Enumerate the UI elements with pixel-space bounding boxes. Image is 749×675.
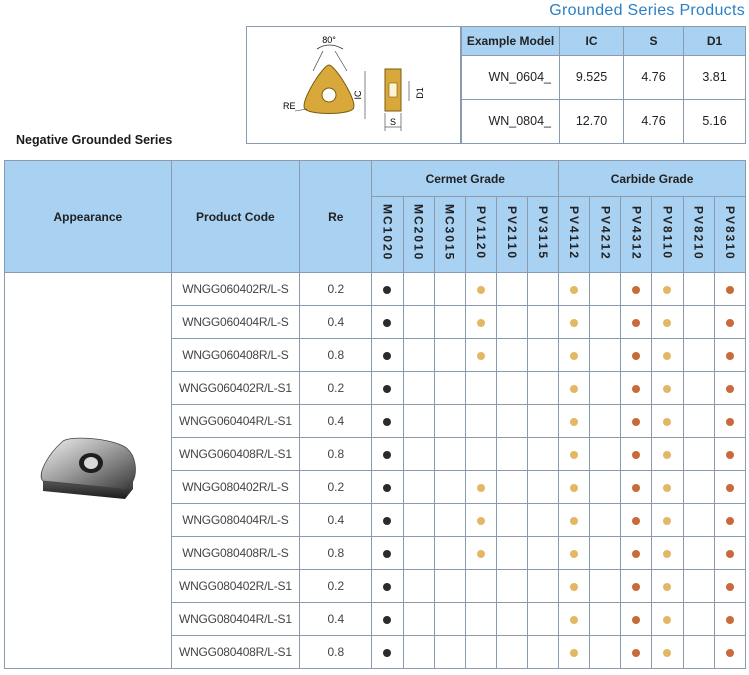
grade-cell — [714, 504, 745, 537]
copper-dot-icon — [632, 550, 640, 558]
copper-dot-icon — [632, 286, 640, 294]
grade-cell — [527, 471, 558, 504]
gold-dot-icon — [570, 583, 578, 591]
grade-cell — [527, 405, 558, 438]
copper-dot-icon — [632, 616, 640, 624]
gold-dot-icon — [663, 517, 671, 525]
grade-cell — [590, 273, 621, 306]
gold-dot-icon — [570, 418, 578, 426]
grade-cell — [683, 372, 714, 405]
appearance-image-cell — [5, 273, 172, 669]
grade-cell — [590, 504, 621, 537]
spec-s: 4.76 — [624, 55, 684, 99]
grade-cell — [434, 372, 465, 405]
grade-cell — [372, 273, 403, 306]
carbide-grade-header: Carbide Grade — [559, 161, 746, 197]
re-cell: 0.4 — [300, 504, 372, 537]
grade-cell — [434, 537, 465, 570]
d1-label: D1 — [415, 87, 425, 99]
grade-cell — [652, 570, 683, 603]
copper-dot-icon — [632, 484, 640, 492]
black-dot-icon — [383, 517, 391, 525]
grade-label: MC1020 — [380, 204, 395, 262]
grade-cell — [683, 405, 714, 438]
re-cell: 0.4 — [300, 405, 372, 438]
grade-label: PV8210 — [691, 205, 706, 261]
grade-label: MC2010 — [411, 204, 426, 262]
copper-dot-icon — [632, 418, 640, 426]
grade-cell — [714, 636, 745, 669]
grade-cell — [652, 603, 683, 636]
grade-cell — [621, 504, 652, 537]
cermet-grade-header: Cermet Grade — [372, 161, 559, 197]
grade-cell — [714, 306, 745, 339]
grade-label: PV8110 — [660, 205, 675, 261]
grade-cell — [527, 603, 558, 636]
grade-cell — [683, 636, 714, 669]
grade-label: PV4312 — [629, 205, 644, 261]
appearance-header: Appearance — [5, 161, 172, 273]
product-code-header: Product Code — [171, 161, 300, 273]
grade-cell — [621, 636, 652, 669]
grade-cell — [403, 405, 434, 438]
grade-cell — [621, 306, 652, 339]
gold-dot-icon — [477, 352, 485, 360]
grade-cell — [714, 570, 745, 603]
spec-s: 4.76 — [624, 99, 684, 143]
grade-cell — [465, 471, 496, 504]
grade-header-mc2010 — [403, 197, 434, 273]
spec-header-ic: IC — [560, 27, 624, 55]
grade-cell — [652, 372, 683, 405]
grade-cell — [403, 537, 434, 570]
grade-cell — [372, 537, 403, 570]
spec-row — [462, 99, 746, 143]
grade-cell — [496, 273, 527, 306]
grade-cell — [714, 273, 745, 306]
gold-dot-icon — [477, 319, 485, 327]
grade-cell — [403, 438, 434, 471]
gold-dot-icon — [570, 649, 578, 657]
copper-dot-icon — [726, 385, 734, 393]
grade-cell — [714, 372, 745, 405]
grade-cell — [465, 339, 496, 372]
copper-dot-icon — [726, 517, 734, 525]
grade-cell — [527, 273, 558, 306]
copper-dot-icon — [726, 649, 734, 657]
grade-cell — [434, 339, 465, 372]
copper-dot-icon — [726, 616, 734, 624]
page-title: Grounded Series Products — [549, 2, 745, 19]
grade-cell — [714, 471, 745, 504]
grade-label: PV4112 — [567, 205, 582, 261]
gold-dot-icon — [663, 286, 671, 294]
copper-dot-icon — [726, 286, 734, 294]
grade-label: MC3015 — [442, 204, 457, 262]
product-code-cell: WNGG080404R/L-S — [171, 504, 300, 537]
grade-cell — [714, 537, 745, 570]
grade-cell — [714, 438, 745, 471]
grade-cell — [527, 570, 558, 603]
grade-cell — [652, 339, 683, 372]
grade-cell — [683, 537, 714, 570]
black-dot-icon — [383, 583, 391, 591]
grade-cell — [403, 306, 434, 339]
spec-model: WN_0804_ — [462, 99, 560, 143]
copper-dot-icon — [632, 451, 640, 459]
grade-cell — [559, 306, 590, 339]
grade-cell — [434, 603, 465, 636]
grade-cell — [372, 405, 403, 438]
ic-label: IC — [353, 90, 363, 100]
grade-cell — [496, 603, 527, 636]
spec-d1: 5.16 — [684, 99, 746, 143]
re-header: Re — [300, 161, 372, 273]
gold-dot-icon — [663, 451, 671, 459]
grade-cell — [652, 504, 683, 537]
grade-label: PV1120 — [473, 205, 488, 261]
grade-cell — [496, 471, 527, 504]
grade-cell — [683, 603, 714, 636]
grade-cell — [683, 570, 714, 603]
grade-cell — [590, 405, 621, 438]
copper-dot-icon — [726, 451, 734, 459]
grade-cell — [683, 504, 714, 537]
grade-label: PV8310 — [722, 205, 737, 261]
grade-cell — [527, 537, 558, 570]
grade-cell — [590, 537, 621, 570]
re-cell: 0.2 — [300, 372, 372, 405]
gold-dot-icon — [663, 319, 671, 327]
copper-dot-icon — [726, 583, 734, 591]
s-label: S — [389, 117, 397, 127]
copper-dot-icon — [632, 517, 640, 525]
grade-cell — [403, 339, 434, 372]
grade-header-pv2110 — [496, 197, 527, 273]
grade-cell — [434, 438, 465, 471]
grade-cell — [559, 372, 590, 405]
grade-cell — [714, 339, 745, 372]
black-dot-icon — [383, 418, 391, 426]
product-code-cell: WNGG080404R/L-S1 — [171, 603, 300, 636]
grade-cell — [403, 372, 434, 405]
grade-cell — [372, 471, 403, 504]
grade-cell — [372, 306, 403, 339]
re-cell: 0.4 — [300, 306, 372, 339]
spec-header-s: S — [624, 27, 684, 55]
re-cell: 0.2 — [300, 471, 372, 504]
product-code-cell: WNGG060404R/L-S1 — [171, 405, 300, 438]
product-code-cell: WNGG060402R/L-S1 — [171, 372, 300, 405]
copper-dot-icon — [632, 352, 640, 360]
grade-cell — [496, 372, 527, 405]
spec-model: WN_0604_ — [462, 55, 560, 99]
re-cell: 0.8 — [300, 339, 372, 372]
grade-cell — [590, 570, 621, 603]
black-dot-icon — [383, 385, 391, 393]
grade-cell — [465, 438, 496, 471]
grade-cell — [372, 372, 403, 405]
grade-header-pv1120 — [465, 197, 496, 273]
copper-dot-icon — [726, 352, 734, 360]
grade-cell — [372, 570, 403, 603]
grade-cell — [496, 438, 527, 471]
grade-cell — [683, 273, 714, 306]
product-code-cell: WNGG080408R/L-S — [171, 537, 300, 570]
grade-header-pv4312 — [621, 197, 652, 273]
grade-cell — [527, 339, 558, 372]
angle-label: 80° — [322, 35, 336, 45]
grade-cell — [652, 636, 683, 669]
grade-cell — [621, 438, 652, 471]
grade-cell — [434, 306, 465, 339]
grade-cell — [403, 273, 434, 306]
gold-dot-icon — [477, 517, 485, 525]
grade-header-pv8110 — [652, 197, 683, 273]
copper-dot-icon — [632, 583, 640, 591]
grade-cell — [590, 372, 621, 405]
grade-cell — [434, 504, 465, 537]
grade-cell — [559, 471, 590, 504]
grade-cell — [652, 405, 683, 438]
spec-d1: 3.81 — [684, 55, 746, 99]
re-cell: 0.8 — [300, 537, 372, 570]
re-cell: 0.8 — [300, 438, 372, 471]
grade-cell — [590, 603, 621, 636]
gold-dot-icon — [663, 550, 671, 558]
grade-cell — [621, 405, 652, 438]
grade-cell — [496, 306, 527, 339]
insert-photo — [33, 429, 143, 509]
grade-cell — [372, 438, 403, 471]
grade-cell — [714, 405, 745, 438]
grade-label: PV3115 — [536, 205, 551, 261]
re-cell: 0.8 — [300, 636, 372, 669]
grade-cell — [652, 273, 683, 306]
gold-dot-icon — [477, 286, 485, 294]
product-code-cell: WNGG060402R/L-S — [171, 273, 300, 306]
black-dot-icon — [383, 616, 391, 624]
grade-cell — [621, 603, 652, 636]
product-code-cell: WNGG080402R/L-S — [171, 471, 300, 504]
grade-cell — [434, 570, 465, 603]
gold-dot-icon — [570, 319, 578, 327]
grade-cell — [652, 471, 683, 504]
grade-cell — [403, 603, 434, 636]
table-row — [5, 273, 746, 306]
grade-table — [4, 160, 746, 669]
spec-box — [246, 26, 746, 144]
grade-cell — [590, 471, 621, 504]
grade-cell — [559, 603, 590, 636]
grade-label: PV4212 — [598, 205, 613, 261]
spec-row — [462, 55, 746, 99]
insert-diagram — [247, 27, 461, 143]
product-code-cell: WNGG080408R/L-S1 — [171, 636, 300, 669]
spec-header-d1: D1 — [684, 27, 746, 55]
grade-cell — [621, 339, 652, 372]
grade-header-mc3015 — [434, 197, 465, 273]
grade-cell — [559, 570, 590, 603]
grade-cell — [683, 339, 714, 372]
spec-ic: 12.70 — [560, 99, 624, 143]
grade-cell — [465, 306, 496, 339]
spec-header-model: Example Model — [462, 27, 560, 55]
re-label: RE — [283, 101, 296, 111]
black-dot-icon — [383, 484, 391, 492]
grade-header-mc1020 — [372, 197, 403, 273]
grade-cell — [496, 504, 527, 537]
grade-cell — [434, 636, 465, 669]
gold-dot-icon — [477, 550, 485, 558]
black-dot-icon — [383, 286, 391, 294]
product-code-cell: WNGG060404R/L-S — [171, 306, 300, 339]
product-code-cell: WNGG060408R/L-S1 — [171, 438, 300, 471]
gold-dot-icon — [663, 649, 671, 657]
gold-dot-icon — [663, 352, 671, 360]
grade-cell — [465, 372, 496, 405]
gold-dot-icon — [570, 385, 578, 393]
grade-cell — [652, 537, 683, 570]
grade-cell — [683, 306, 714, 339]
gold-dot-icon — [663, 583, 671, 591]
grade-cell — [465, 504, 496, 537]
grade-header-pv4212 — [590, 197, 621, 273]
grade-cell — [559, 438, 590, 471]
grade-cell — [590, 306, 621, 339]
grade-cell — [652, 306, 683, 339]
grade-label: PV2110 — [504, 205, 519, 261]
grade-cell — [621, 273, 652, 306]
section-title: Negative Grounded Series — [16, 133, 173, 147]
black-dot-icon — [383, 352, 391, 360]
gold-dot-icon — [570, 451, 578, 459]
copper-dot-icon — [726, 550, 734, 558]
grade-cell — [621, 570, 652, 603]
grade-cell — [434, 405, 465, 438]
product-code-cell: WNGG060408R/L-S — [171, 339, 300, 372]
product-code-cell: WNGG080402R/L-S1 — [171, 570, 300, 603]
grade-cell — [434, 273, 465, 306]
grade-cell — [465, 636, 496, 669]
grade-cell — [559, 273, 590, 306]
grade-cell — [496, 636, 527, 669]
grade-header-pv8210 — [683, 197, 714, 273]
gold-dot-icon — [570, 352, 578, 360]
grade-cell — [559, 636, 590, 669]
re-cell: 0.4 — [300, 603, 372, 636]
grade-cell — [559, 504, 590, 537]
copper-dot-icon — [726, 319, 734, 327]
copper-dot-icon — [726, 418, 734, 426]
grade-cell — [434, 471, 465, 504]
black-dot-icon — [383, 451, 391, 459]
grade-cell — [559, 537, 590, 570]
grade-cell — [527, 372, 558, 405]
copper-dot-icon — [726, 484, 734, 492]
spec-table — [461, 27, 745, 143]
copper-dot-icon — [632, 319, 640, 327]
grade-header-pv3115 — [527, 197, 558, 273]
grade-cell — [559, 339, 590, 372]
grade-cell — [714, 603, 745, 636]
grade-cell — [683, 438, 714, 471]
re-cell: 0.2 — [300, 273, 372, 306]
gold-dot-icon — [663, 616, 671, 624]
black-dot-icon — [383, 319, 391, 327]
gold-dot-icon — [570, 517, 578, 525]
grade-cell — [496, 405, 527, 438]
gold-dot-icon — [570, 484, 578, 492]
gold-dot-icon — [570, 550, 578, 558]
grade-cell — [465, 603, 496, 636]
gold-dot-icon — [663, 418, 671, 426]
grade-cell — [652, 438, 683, 471]
grade-cell — [527, 504, 558, 537]
grade-cell — [372, 339, 403, 372]
black-dot-icon — [383, 550, 391, 558]
grade-cell — [465, 405, 496, 438]
insert-drawing — [247, 27, 461, 143]
black-dot-icon — [383, 649, 391, 657]
grade-cell — [590, 339, 621, 372]
grade-cell — [559, 405, 590, 438]
grade-cell — [403, 471, 434, 504]
grade-cell — [527, 438, 558, 471]
gold-dot-icon — [570, 616, 578, 624]
grade-cell — [496, 570, 527, 603]
grade-cell — [372, 636, 403, 669]
gold-dot-icon — [477, 484, 485, 492]
gold-dot-icon — [570, 286, 578, 294]
grade-cell — [465, 570, 496, 603]
grade-cell — [496, 537, 527, 570]
spec-ic: 9.525 — [560, 55, 624, 99]
gold-dot-icon — [663, 484, 671, 492]
grade-cell — [527, 636, 558, 669]
grade-cell — [496, 339, 527, 372]
grade-cell — [372, 603, 403, 636]
grade-header-pv4112 — [559, 197, 590, 273]
grade-cell — [372, 504, 403, 537]
grade-cell — [621, 471, 652, 504]
grade-cell — [403, 504, 434, 537]
copper-dot-icon — [632, 385, 640, 393]
grade-cell — [683, 471, 714, 504]
grade-cell — [621, 372, 652, 405]
gold-dot-icon — [663, 385, 671, 393]
re-cell: 0.2 — [300, 570, 372, 603]
grade-cell — [465, 537, 496, 570]
copper-dot-icon — [632, 649, 640, 657]
grade-cell — [590, 438, 621, 471]
grade-cell — [403, 570, 434, 603]
grade-cell — [403, 636, 434, 669]
grade-cell — [621, 537, 652, 570]
grade-cell — [527, 306, 558, 339]
grade-header-pv8310 — [714, 197, 745, 273]
grade-cell — [465, 273, 496, 306]
grade-cell — [590, 636, 621, 669]
